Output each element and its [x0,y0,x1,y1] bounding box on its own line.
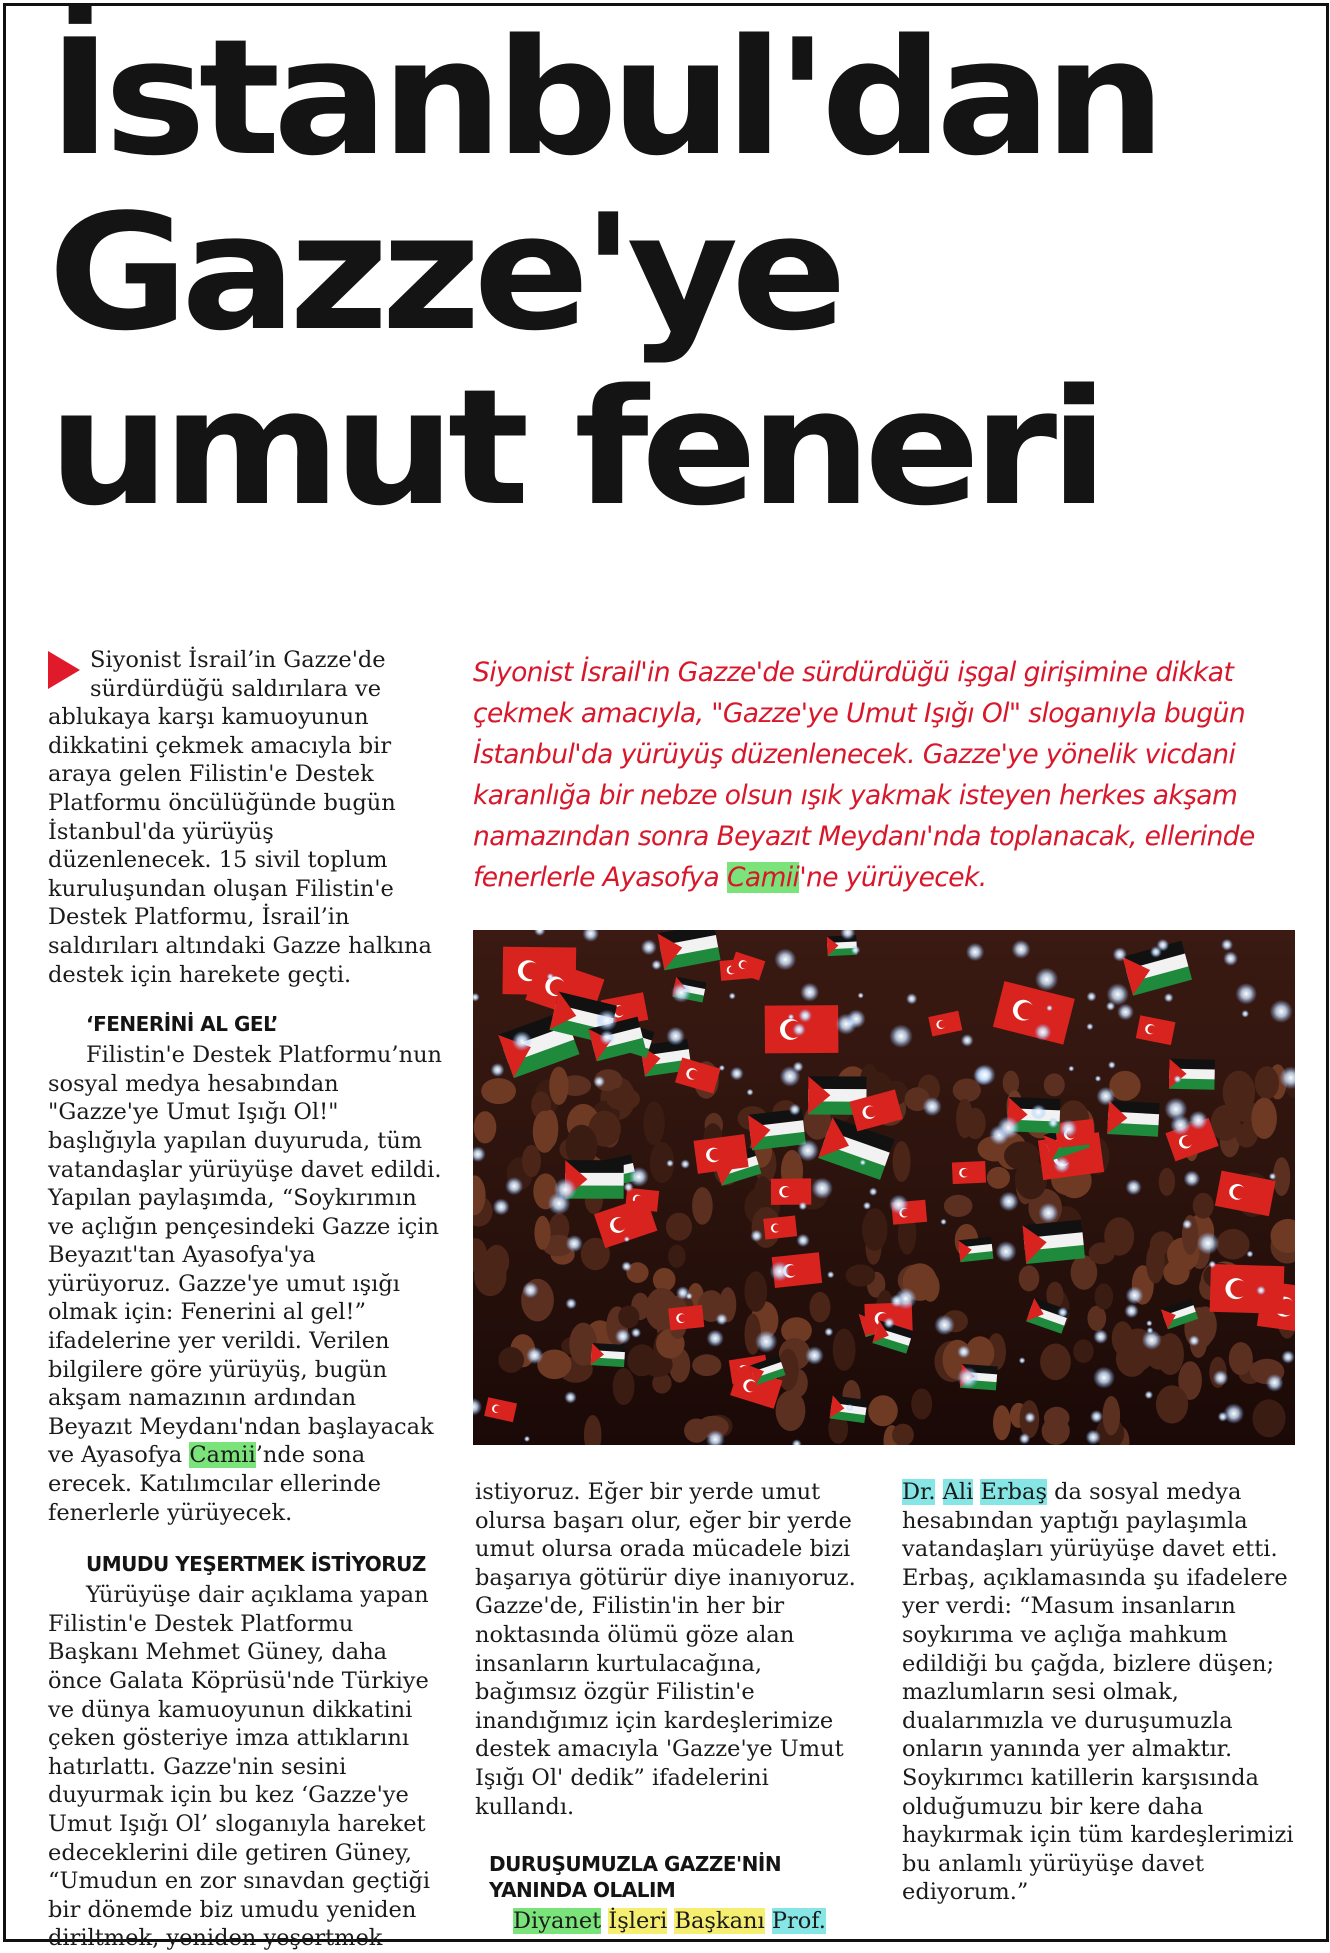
phone-light [1209,1261,1217,1269]
phone-light [1108,1061,1116,1069]
phone-light [1031,1104,1047,1120]
crowd-head [1252,1399,1285,1437]
flag [1107,1101,1160,1137]
lead-text-end: 'ne yürüyecek. [799,862,987,893]
crowd-head [1044,1073,1065,1096]
highlight-camii: Camii [189,1442,256,1469]
phone-light [1223,951,1238,966]
crowd-with-flags-image [473,930,1295,1445]
phone-light [750,1230,762,1242]
phone-light [869,1187,878,1196]
phone-light [796,1234,809,1247]
phone-light [755,1330,777,1352]
crowd-head [534,1216,550,1250]
phone-light [719,1065,725,1071]
phone-light [641,939,657,955]
phone-light [554,1178,577,1201]
phone-light [1068,1066,1074,1072]
page-title [48,4,1330,541]
phone-light [1096,1087,1115,1106]
phone-light [1038,1203,1058,1223]
headline-line-3: umut feneri [48,354,1101,541]
phone-light [651,960,661,970]
phone-light [858,992,864,998]
phone-light [860,1159,866,1165]
phone-light [1182,1219,1192,1229]
phone-light [512,1031,532,1051]
lead-highlight-camii: Camii [727,862,800,893]
flag [591,1343,626,1367]
phone-light [522,1282,538,1298]
paragraph-3 [902,1478,1302,1907]
phone-light [889,1195,909,1215]
phone-light [906,993,917,1004]
crowd-head [987,1167,1010,1189]
phone-light [1269,1173,1276,1180]
flag [952,1161,986,1184]
article-column-3 [902,1478,1302,1907]
phone-light [966,943,984,961]
phone-light [564,1391,576,1403]
phone-light [940,1219,946,1225]
crowd-head [522,1145,541,1177]
phone-light [1093,1329,1108,1344]
crowd-head [1095,1283,1114,1309]
rally-photo [473,930,1295,1445]
intro-text: Siyonist İsrail’in Gazze'de sürdürdüğü saldırılara ve ablukaya karşı kamuoyunun dikkatini çekmek amacıyla bir araya gelen Filistin'e Destek Platformu öncülüğünde bugün İstanbul'da yürüyüş düzenlenecek. 15 sivil toplum kuruluşundan oluşan Filistin'e Destek Platformu, İsrail’in saldırıları altındaki Gazze halkına destek için harekete geçti. [48,647,432,988]
phone-light [1146,1320,1152,1326]
phone-light [1256,1286,1266,1296]
phone-light [491,1063,505,1077]
phone-light [1221,939,1233,951]
flag [763,1216,797,1240]
phone-light [1235,983,1257,1005]
crowd-head [1251,1098,1277,1139]
phone-light [1246,1251,1253,1258]
phone-light [774,948,796,970]
phone-light [1093,1367,1115,1389]
highlight-ali: Ali [942,1479,974,1505]
phone-light [957,1367,979,1389]
phone-light [1012,940,1031,959]
phone-light [974,1064,996,1086]
crowd-head [643,1102,664,1146]
phone-light [1124,1304,1138,1318]
phone-light [1126,1286,1144,1304]
highlight-erbas: Erbaş [980,1479,1047,1505]
phone-light [1174,1075,1182,1083]
phone-light [716,1313,728,1325]
lead-text: Siyonist İsrail'in Gazze'de sürdürdüğü işgal girişimine dikkat çekmek amacıyla, "Gazze'ye Umut Işığı Ol" sloganıyla bugün İstanbul'da yürüyüş düzenlenecek. Gazze'ye yönelik vicdani karanlığa bir nebze olsun ışık yakmak isteyen herkes akşam namazından sonra Beyazıt Meydanı'nda toplanacak, ellerinde fenerlerle Ayasofya [473,657,1255,893]
paragraph-2-continued: istiyoruz. Eğer bir yerde umut olursa başarı olur, eğer bir yerde umut olursa orada mücadele bizi başarıya götürür diye inanıyoruz. Gazze'de, Filistin'in her bir noktasında ölümü göze alan insanların kurtulacağına, bağımsız özgür Filistin'e inandığımız için kardeşlerimize destek amacıyla 'Gazze'ye Umut Işığı Ol' dedik” ifadelerini kullandı. [475,1479,856,1820]
phone-light [596,1010,618,1032]
phone-light [890,1294,903,1307]
phone-light [526,1347,543,1364]
phone-light [1197,1232,1220,1255]
crowd-head [846,1264,876,1286]
crowd-head [692,1187,713,1225]
crowd-head [833,1329,856,1371]
paragraph-1-end: ’nde sona erecek. Katılımcılar ellerinde fenerlerle yürüyecek. [48,1442,381,1526]
phone-light [1090,1410,1103,1423]
crowd-head [1119,1331,1136,1366]
crowd-head [810,1292,831,1323]
phone-light [923,1097,942,1116]
crowd-head [668,1245,685,1268]
intro-paragraph [48,646,443,989]
headline-line-2: Gazze'ye [48,179,840,366]
crowd-head [893,1141,911,1182]
paragraph-3-start [513,1907,870,1936]
phone-light [889,1024,913,1048]
crowd-head [484,1245,509,1278]
crowd-head [666,1213,692,1241]
phone-light [1087,992,1097,1002]
phone-light [1145,1391,1154,1400]
phone-light [805,1346,824,1365]
phone-light [624,1236,630,1242]
flag [1210,1264,1285,1314]
phone-light [729,993,736,1000]
phone-light [730,1067,744,1081]
phone-light [1086,1023,1093,1030]
crowd-head [618,1306,639,1329]
crowd-head [1216,1229,1249,1260]
phone-light [1048,1118,1059,1129]
phone-light [1019,1433,1030,1444]
highlight-isleri: İşleri [608,1908,668,1935]
phone-light [547,973,554,980]
subheading-umudu-yesertmek: UMUDU YEŞERTMEK İSTİYORUZ [86,1552,426,1577]
crowd-head [776,1390,806,1431]
paragraph-1-text: Filistin'e Destek Platformu’nun sosyal medya hesabından "Gazze'ye Umut Işığı Ol!" başlığıyla yapılan duyuruda, tüm vatandaşlar yürüyüşe davet edildi. Yapılan paylaşımda, “Soykırımın ve açlığın pençesindeki Gazze için Beyazıt'tan Ayasofya'ya yürüyoruz. Gazze'ye umut ışığı olmak için: Fenerini al gel!” ifadelerine yer verildi. Verilen bilgilere göre yürüyüş, bugün akşam namazının ardından Beyazıt Meydanı'ndan başlayacak ve Ayasofya [48,1042,443,1469]
headline-line-1: İstanbul'dan [48,4,1159,191]
phone-light [1189,1335,1200,1346]
phone-light [999,1192,1019,1212]
flag [771,1178,811,1205]
phone-light [1046,1005,1053,1012]
phone-light [615,1329,631,1345]
crowd-head [1255,1066,1279,1099]
phone-light [1057,1307,1068,1318]
crowd-head [911,1389,932,1420]
phone-light [1126,1179,1142,1195]
phone-light [1164,993,1174,1003]
red-arrow-icon [48,651,80,689]
phone-light [707,1330,724,1347]
crowd-head [1146,1242,1165,1283]
crowd-head [1089,1242,1115,1264]
crowd-head [1019,1265,1040,1291]
phone-light [811,1178,833,1200]
flag [693,1134,748,1174]
crowd-head [1103,1396,1121,1435]
phone-light [676,1286,689,1299]
phone-light [621,1261,631,1271]
phone-light [797,1139,819,1161]
phone-light [1024,1412,1035,1423]
phone-light [961,1034,974,1047]
crowd-head [692,1354,721,1376]
phone-light [1241,1010,1249,1018]
highlight-baskani: Başkanı [674,1908,765,1935]
phone-light [1117,1004,1134,1021]
subheading-durusumuzla: DURUŞUMUZLA GAZZE'NİN YANINDA OLALIM [489,1852,782,1903]
phone-light [1142,1330,1162,1350]
paragraph-3-text: da sosyal medya hesabından yaptığı paylaşımla vatandaşları yürüyüşe davet etti. Erbaş, açıklamasında şu ifadelere yer verdi: “Masum insanların soykırıma ve açlığa mahkum edildiği bu çağda, bizlere düşen; mazlumların sesi olmak, dualarımızla ve duruşumuzla onların yanında yer almaktır. Soykırımcı katillerin karşısında olduğumuzu bir kere daha haykırmak için tüm kardeşlerimizi bu anlamlı yürüyüşe davet ediyorum.” [902,1479,1294,1906]
article-column-2 [475,1478,870,1936]
phone-light [1270,1000,1293,1023]
crowd-head [684,1419,709,1443]
phone-light [792,1023,805,1036]
crowd-head [606,1087,640,1110]
phone-light [493,1198,510,1215]
phone-light [1150,946,1162,958]
crowd-head [1229,1342,1253,1375]
phone-light [1034,1024,1051,1041]
crowd-head [1040,1344,1071,1381]
phone-light [851,945,860,954]
phone-light [600,1030,615,1045]
highlight-diyanet: Diyanet [513,1908,602,1935]
phone-light [800,983,819,1002]
crowd-head [744,1271,767,1312]
phone-light [1266,1374,1284,1392]
crowd-head [474,1111,497,1143]
phone-light [846,1404,853,1411]
phone-light [1095,1075,1101,1081]
phone-light [524,1436,530,1442]
phone-light [1189,1111,1208,1130]
phone-light [1113,947,1127,961]
phone-light [1170,1115,1191,1136]
highlight-prof: Prof. [771,1908,826,1935]
crowd-head [481,1078,516,1104]
crowd-head [868,1395,898,1426]
phone-light [793,1061,804,1072]
phone-light [863,1202,871,1210]
crowd-head [956,1099,973,1139]
phone-light [593,1076,605,1088]
phone-light [666,1027,685,1046]
phone-light [996,1241,1017,1262]
phone-light [671,983,691,1003]
phone-light [789,1104,801,1116]
phone-light [1184,1170,1201,1187]
flag [1022,1220,1085,1264]
crowd-head [613,1368,635,1405]
crowd-head [944,1195,973,1217]
crowd-head [498,1347,524,1373]
phone-light [1086,1430,1101,1445]
phone-light [827,1271,834,1278]
phone-light [680,1159,690,1169]
crowd-head [1073,1339,1093,1363]
phone-light [1281,1350,1294,1363]
paragraph-1 [48,1041,443,1527]
phone-light [798,1009,812,1023]
phone-light [934,1315,955,1336]
lead-paragraph [473,652,1313,898]
phone-light [770,1261,790,1281]
phone-light [1224,1403,1245,1424]
subheading-fenerini-al-gel: ‘FENERİNİ AL GEL’ [86,1012,278,1037]
flag [1169,1059,1215,1090]
crowd-head [627,1344,656,1376]
crowd-head [1044,1407,1070,1429]
crowd-head [549,1067,568,1105]
crowd-head [993,1405,1011,1440]
phone-light [957,1345,970,1358]
phone-light [565,1298,576,1309]
phone-light [624,1182,634,1192]
crowd-head [542,1110,558,1148]
phone-light [566,1235,583,1252]
phone-light [1019,1357,1026,1364]
crowd-head [1159,1168,1175,1196]
phone-light [505,1177,523,1195]
flag [958,1237,993,1262]
crowd-head [653,1268,676,1292]
phone-light [799,1202,808,1211]
phone-light [747,1089,754,1096]
phone-light [1035,968,1058,991]
crowd-head [1156,1385,1188,1423]
article-column-1 [48,646,443,1953]
highlight-dr: Dr. [902,1479,936,1505]
phone-light [824,1327,833,1336]
phone-light [1213,1370,1229,1386]
phone-light [788,1014,795,1021]
phone-light [1054,1156,1071,1173]
crowd-head [1193,1193,1214,1219]
phone-light [631,1328,641,1338]
flag [668,1305,704,1331]
phone-light [884,1317,895,1328]
phone-light [1059,1120,1077,1138]
phone-light [1107,983,1129,1005]
paragraph-2: Yürüyüşe dair açıklama yapan Filistin'e Destek Platformu Başkanı Mehmet Güney, daha önce Galata Köprüsü'nde Türkiye ve dünya kamuoyunun dikkatini çeken gösteriye imza attıklarını hatırlattı. Gazze'nin sesini duyurmak için bu kez ‘Gazze'ye Umut Işığı Ol’ sloganıyla hareket edeceklerini dile getiren Güney, “Umudun en zor sınavdan geçtiği bir dönemde biz umudu yeniden diriltmek, yeniden yeşertmek [48,1582,431,1952]
phone-light [666,1160,674,1168]
phone-light [997,1116,1020,1139]
crowd-head [862,1208,887,1251]
phone-light [847,1009,866,1028]
crowd-head [1163,1260,1189,1285]
